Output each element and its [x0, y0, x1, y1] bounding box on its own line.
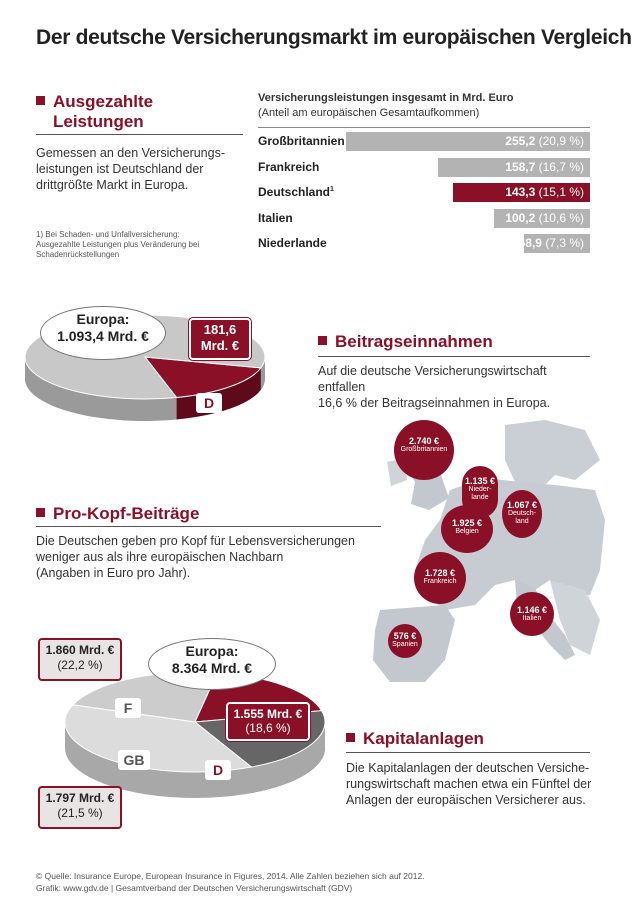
de-value: 181,6 [203, 322, 237, 337]
kapital-f-callout [38, 638, 122, 681]
beitrag-rule [318, 356, 590, 357]
circle-country: Großbritannien [400, 446, 448, 453]
prokopf-text [36, 533, 381, 581]
footnote-line: 1) Bei Schaden- und Unfallversicherung: [36, 230, 180, 239]
europa-label: Europa: [185, 643, 239, 659]
bar-value-label [505, 185, 584, 199]
prokopf-text-line: weniger aus als ihre europäischen Nachbarn [36, 550, 284, 564]
ausgezahlte-rule [36, 134, 243, 135]
kapital-heading-text: Kapitalanlagen [363, 729, 484, 748]
bar-value: 158,7 [505, 159, 539, 174]
circle-value: 1.135 € [464, 476, 496, 486]
map-circle-belgien [441, 505, 493, 553]
map-circle-grossbritannien [394, 420, 454, 480]
f-share: (22,2 %) [57, 658, 103, 672]
bar-category-label: Großbritannien [258, 134, 345, 148]
bar-chart-rule [258, 127, 590, 128]
gb-share: (21,5 %) [57, 806, 103, 820]
europa-value: 8.364 Mrd. € [171, 660, 253, 676]
europa-label: Europa: [76, 311, 130, 327]
kapital-gb-badge: GB [118, 750, 150, 770]
beitrag-d-badge: D [196, 393, 222, 413]
kapital-d-callout [226, 702, 310, 741]
kapital-text-line: Anlagen der europäischen Versicherer aus. [346, 793, 586, 807]
gb-value: 1.797 Mrd. € [45, 791, 115, 805]
circle-value: 1.925 € [451, 518, 483, 528]
bar-value: 255,2 [505, 134, 539, 148]
kapital-d-badge: D [205, 760, 231, 780]
kapital-text-line: Die Kapitalanlagen der deutschen Versiche- [346, 761, 590, 775]
circle-value: 576 € [393, 631, 417, 641]
bar-value: 143,3 [505, 185, 539, 199]
section-square-icon [318, 336, 327, 345]
beitrag-text-line: Auf die deutsche Versicherungswirtschaft entfallen [318, 364, 547, 394]
bar-chart-title: Versicherungsleistungen insgesamt in Mrd. Euro [258, 92, 514, 104]
bar-share: (15,1 %) [538, 185, 584, 199]
kapital-rule [346, 752, 590, 753]
prokopf-rule [36, 526, 381, 527]
beitrag-de-callout [189, 318, 251, 360]
circle-country: land [515, 518, 529, 525]
footer-source: © Quelle: Insurance Europe, European Insurance in Figures, 2014. Alle Zahlen beziehen sich auf 2012. [36, 871, 425, 881]
bar-share: (7,3 %) [545, 236, 584, 250]
bar-category-label: Frankreich [258, 159, 320, 174]
map-circle-italien [510, 592, 554, 636]
bar-chart-subtitle: (Anteil am europäischen Gesamtaufkommen) [258, 107, 480, 119]
circle-country: Spanien [392, 641, 418, 648]
bar-share: (10,6 %) [538, 210, 584, 225]
ausgezahlte-heading-line2: Leistungen [53, 112, 144, 131]
circle-country: Nieder- [468, 486, 492, 493]
f-value: 1.860 Mrd. € [45, 643, 115, 657]
bar-chart [258, 132, 590, 262]
ausgezahlte-footnote [36, 230, 236, 260]
bar-footnote-marker: 1 [330, 186, 334, 193]
europe-map [345, 420, 605, 690]
footnote-line: Schadenrückstellungen [36, 250, 120, 259]
page-title: Der deutsche Versicherungsmarkt im europäischen Vergleich [36, 26, 632, 49]
footnote-line: Ausgezahlte Leistungen plus Veränderung bei [36, 240, 200, 249]
circle-country: Deutsch- [507, 510, 536, 517]
bar-category-label: Italien [258, 210, 293, 225]
circle-country: Belgien [455, 528, 479, 535]
bar-category-label: Deutschland$^1$ [258, 185, 334, 199]
section-square-icon [36, 96, 45, 105]
kapital-f-badge: F [115, 698, 141, 718]
de-unit: Mrd. € [200, 338, 240, 353]
circle-value: 1.067 € [506, 500, 538, 510]
bar-value: 100,2 [505, 210, 539, 225]
circle-country: Italien [522, 615, 542, 622]
beitrag-europa-oval [40, 306, 166, 360]
ausgezahlte-text-line: leistungen ist Deutschland der [36, 162, 204, 176]
prokopf-heading [36, 504, 199, 524]
map-scandinavia [505, 420, 600, 490]
ausgezahlte-heading [36, 92, 153, 112]
europa-value: 1.093,4 Mrd. € [57, 328, 149, 344]
map-circle-frankreich [414, 552, 466, 604]
bar-value-label [519, 236, 584, 250]
d-share: (18,6 %) [245, 721, 291, 735]
footer [36, 870, 425, 894]
ausgezahlte-text-line: Gemessen an den Versicherungs- [36, 146, 225, 160]
section-square-icon [346, 733, 355, 742]
kapital-text-line: rungswirtschaft machen etwa ein Fünftel der [346, 777, 592, 791]
circle-value: 1.728 € [424, 568, 456, 578]
circle-country: lande [471, 494, 489, 501]
prokopf-text-line: (Angaben in Euro pro Jahr). [36, 566, 191, 580]
bar-share: (16,7 %) [538, 159, 584, 174]
beitrag-text-line: 16,6 % der Beitragseinnahmen in Europa. [318, 396, 551, 410]
beitrag-heading-text: Beitragseinnahmen [335, 332, 493, 351]
kapital-heading [346, 729, 484, 749]
d-value: 1.555 Mrd. € [233, 707, 303, 721]
prokopf-heading-text: Pro-Kopf-Beiträge [53, 504, 200, 523]
prokopf-text-line: Die Deutschen geben pro Kopf für Lebensversicherungen [36, 534, 355, 548]
beitrag-heading [318, 332, 493, 352]
map-circle-spanien [388, 624, 422, 658]
circle-country: Frankreich [423, 578, 457, 585]
bar-value-label [505, 160, 584, 174]
section-square-icon [36, 508, 45, 517]
ausgezahlte-text [36, 145, 246, 193]
beitrag-text [318, 363, 593, 411]
ausgezahlte-text-line: drittgrößte Markt in Europa. [36, 178, 189, 192]
bar-value-label [505, 211, 584, 225]
ausgezahlte-heading-line1: Ausgezahlte [53, 92, 154, 111]
bar-value: 68,9 [518, 236, 546, 250]
bar-share: (20,9 %) [538, 134, 584, 148]
kapital-gb-callout [38, 786, 122, 829]
bar-category-label: Niederlande [258, 236, 327, 250]
bar-value-label [505, 134, 584, 148]
circle-value: 2.740 € [408, 436, 440, 446]
kapital-europa-oval [148, 638, 276, 690]
circle-value: 1.146 € [516, 605, 548, 615]
map-circle-deutschland [502, 490, 542, 538]
footer-credit: Grafik: www.gdv.de | Gesamtverband der Deutschen Versicherungswirtschaft (GDV) [36, 883, 353, 893]
kapital-text [346, 760, 596, 808]
